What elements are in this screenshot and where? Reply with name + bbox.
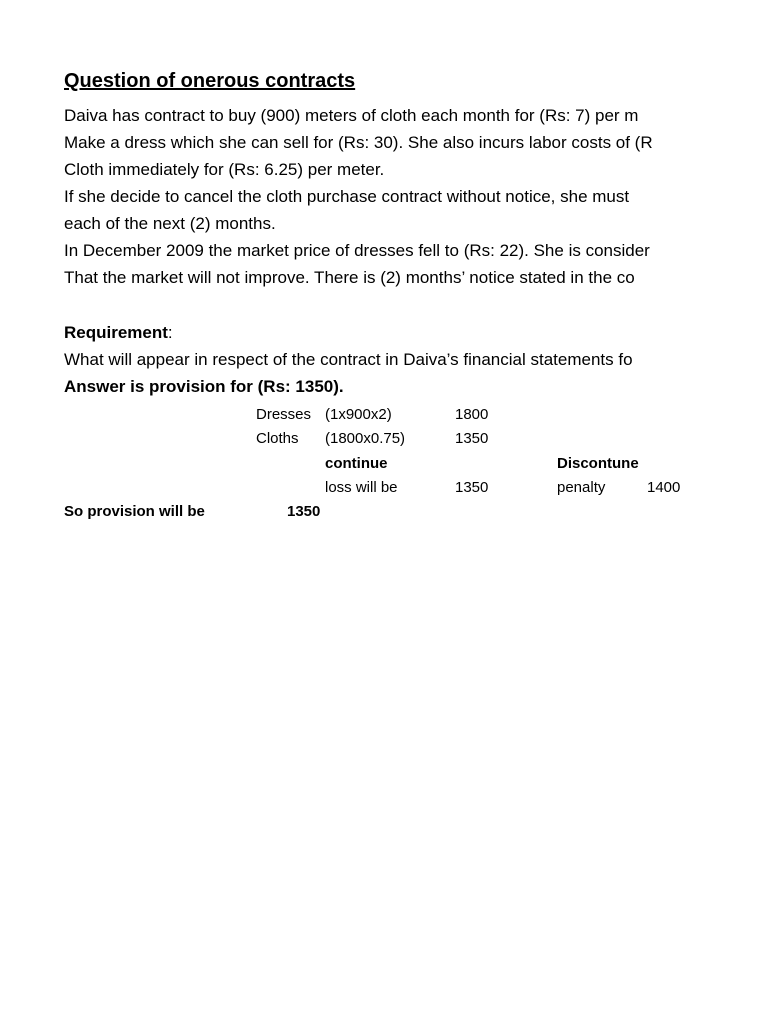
loss-value: 1350	[455, 479, 489, 496]
paragraph-line-5: each of the next (2) months.	[64, 214, 276, 233]
provision-value: 1350	[287, 503, 321, 520]
problem-paragraph	[64, 102, 684, 291]
continue-header: continue	[325, 455, 388, 472]
dresses-formula: (1x900x2)	[325, 406, 392, 423]
provision-label: So provision will be	[64, 503, 205, 520]
cloths-value: 1350	[455, 430, 489, 447]
penalty-value: 1400	[647, 479, 681, 496]
cloths-formula: (1800x0.75)	[325, 430, 406, 447]
requirement-heading	[64, 319, 684, 346]
penalty-label: penalty	[557, 479, 606, 496]
paragraph-line-3: Cloth immediately for (Rs: 6.25) per meter.	[64, 160, 385, 179]
paragraph-line-1: Daiva has contract to buy (900) meters of cloth each month for (Rs: 7) per m	[64, 106, 639, 125]
requirement-label: Requirement	[64, 323, 168, 342]
discontinue-header: Discontune	[557, 455, 639, 472]
paragraph-line-4: If she decide to cancel the cloth purchase contract without notice, she must	[64, 187, 630, 206]
paragraph-line-2: Make a dress which she can sell for (Rs: 30). She also incurs labor costs of (R	[64, 133, 653, 152]
loss-label: loss will be	[325, 479, 398, 496]
requirement-text: What will appear in respect of the contract in Daiva’s financial statements fo	[64, 350, 633, 369]
document-title: Question of onerous contracts	[64, 70, 356, 92]
dresses-value: 1800	[455, 406, 489, 423]
dresses-label: Dresses	[256, 406, 312, 423]
paragraph-line-6: In December 2009 the market price of dresses fell to (Rs: 22). She is consider	[64, 241, 650, 260]
cloths-label: Cloths	[256, 430, 299, 447]
requirement-colon: :	[167, 323, 173, 342]
paragraph-line-7: That the market will not improve. There is (2) months’ notice stated in the co	[64, 268, 635, 287]
answer-line: Answer is provision for (Rs: 1350).	[64, 377, 344, 396]
